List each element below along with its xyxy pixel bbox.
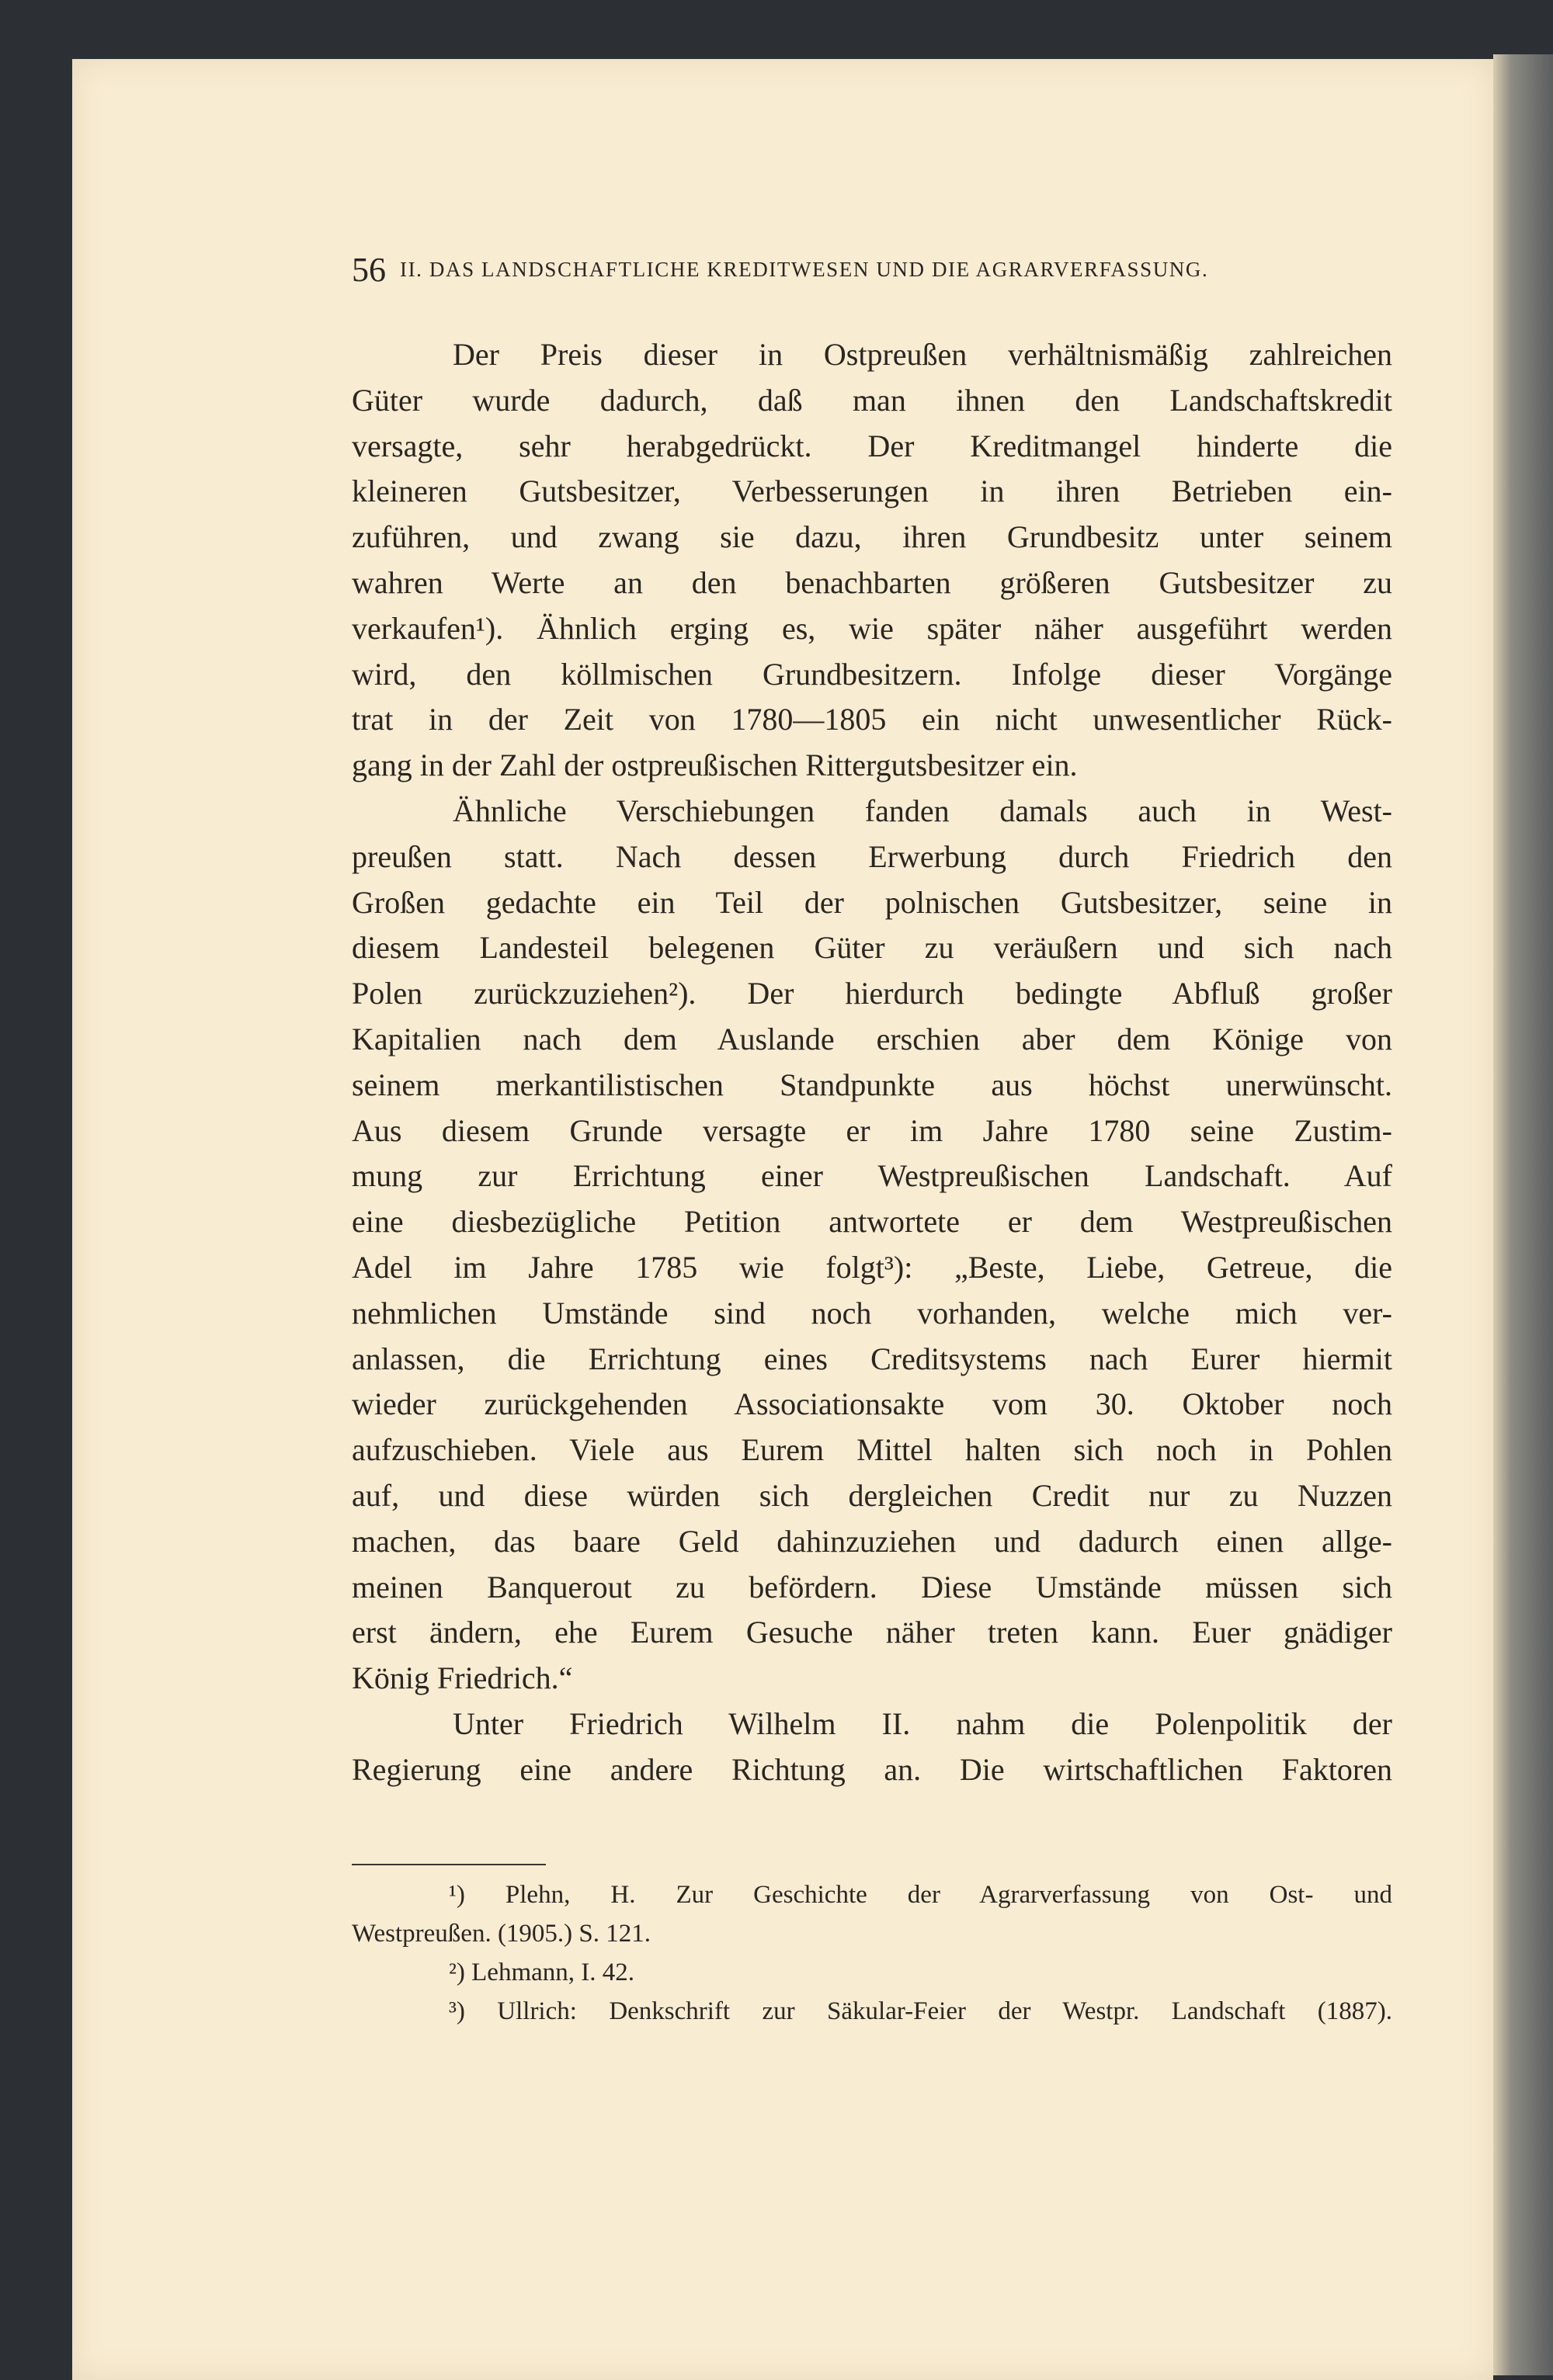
text-line: versagte, sehr herabgedrückt. Der Kreditmangel hinderte die (352, 428, 1392, 463)
text-line: Güter wurde dadurch, daß man ihnen den Landschaftskredit (352, 382, 1392, 418)
running-title: II. DAS LANDSCHAFTLICHE KREDITWESEN UND DIE AGRARVERFASSUNG. (400, 258, 1209, 281)
text-line: König Friedrich.“ (352, 1660, 573, 1696)
text-line: Ähnliche Verschiebungen fanden damals auch in West- (453, 793, 1392, 828)
text-line: preußen statt. Nach dessen Erwerbung durch Friedrich den (352, 838, 1392, 874)
text-line: Großen gedachte ein Teil der polnischen Gutsbesitzer, seine in (352, 884, 1392, 920)
text-line: mung zur Errichtung einer Westpreußischen Landschaft. Auf (352, 1158, 1392, 1194)
text-line: anlassen, die Errichtung eines Creditsystems nach Eurer hiermit (352, 1341, 1392, 1376)
text-line: zuführen, und zwang sie dazu, ihren Grundbesitz unter seinem (352, 519, 1392, 555)
footnote-line: ²) Lehmann, I. 42. (449, 1958, 634, 1986)
footnotes (352, 1875, 1392, 2031)
text-line: Regierung eine andere Richtung an. Die wirtschaftlichen Faktoren (352, 1751, 1392, 1787)
text-line: Der Preis dieser in Ostpreußen verhältnismäßig zahlreichen (453, 337, 1392, 372)
text-line: gang in der Zahl der ostpreußischen Rittergutsbesitzer ein. (352, 748, 1078, 783)
text-line: wahren Werte an den benachbarten größeren Gutsbesitzer zu (352, 564, 1392, 600)
text-line: machen, das baare Geld dahinzuziehen und dadurch einen allge- (352, 1523, 1392, 1559)
footnote-line: ¹) Plehn, H. Zur Geschichte der Agrarverfassung von Ost- und (449, 1881, 1392, 1909)
text-line: erst ändern, ehe Eurem Gesuche näher treten kann. Euer gnädiger (352, 1615, 1392, 1650)
footnote-line: Westpreußen. (1905.) S. 121. (352, 1920, 651, 1948)
text-line: eine diesbezügliche Petition antwortete er dem Westpreußischen (352, 1204, 1392, 1240)
text-line: diesem Landesteil belegenen Güter zu veräußern und sich nach (352, 930, 1392, 966)
text-line: Kapitalien nach dem Auslande erschien aber dem Könige von (352, 1021, 1392, 1056)
footnote-line: ³) Ullrich: Denkschrift zur Säkular-Feier der Westpr. Landschaft (1887). (449, 1997, 1392, 2025)
text-line: wieder zurückgehenden Associationsakte vom 30. Oktober noch (352, 1386, 1392, 1422)
body-text (352, 332, 1392, 1793)
text-line: kleineren Gutsbesitzer, Verbesserungen in ihren Betrieben ein- (352, 474, 1392, 509)
text-line: Polen zurückzuziehen²). Der hierdurch bedingte Abfluß großer (352, 976, 1392, 1011)
text-line: Aus diesem Grunde versagte er im Jahre 1780 seine Zustim- (352, 1112, 1392, 1148)
text-line: nehmlichen Umstände sind noch vorhanden, welche mich ver- (352, 1295, 1392, 1331)
text-line: meinen Banquerout zu befördern. Diese Umstände müssen sich (352, 1569, 1392, 1605)
text-line: trat in der Zeit von 1780—1805 ein nicht unwesentlicher Rück- (352, 702, 1392, 737)
page-header (352, 250, 1396, 290)
text-line: verkaufen¹). Ähnlich erging es, wie später näher ausgeführt werden (352, 610, 1392, 646)
text-line: auf, und diese würden sich dergleichen Credit nur zu Nuzzen (352, 1477, 1392, 1513)
page-number: 56 (352, 251, 386, 289)
text-line: seinem merkantilistischen Standpunkte aus höchst unerwünscht. (352, 1067, 1392, 1102)
page-edge-shadow (1493, 54, 1553, 2375)
footnote-divider (352, 1864, 546, 1865)
text-line: Unter Friedrich Wilhelm II. nahm die Polenpolitik der (453, 1705, 1392, 1741)
text-line: Adel im Jahre 1785 wie folgt³): „Beste, Liebe, Getreue, die (352, 1249, 1392, 1285)
text-line: aufzuschieben. Viele aus Eurem Mittel halten sich noch in Pohlen (352, 1432, 1392, 1468)
text-line: wird, den köllmischen Grundbesitzern. Infolge dieser Vorgänge (352, 656, 1392, 692)
